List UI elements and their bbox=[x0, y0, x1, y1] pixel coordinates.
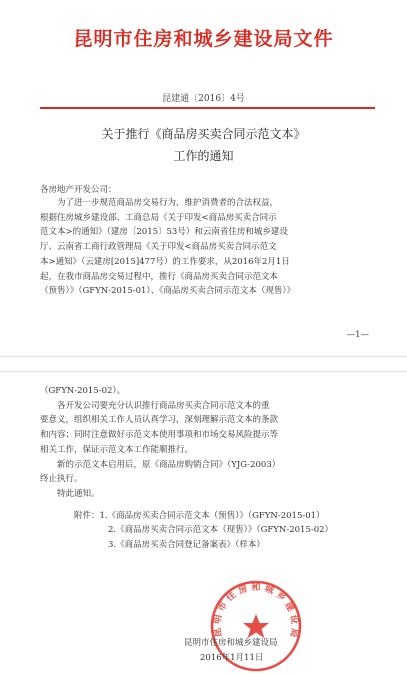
paragraph-line: 厅、云南省工商行政管理局《关于印发<商品房买卖合同示范文 bbox=[40, 242, 277, 253]
paragraph-line: 范文本>的通知》（建房〔2015〕53号）和云南省住房和城乡建设 bbox=[40, 227, 288, 238]
paragraph-1 bbox=[40, 196, 376, 299]
svg-text:明: 明 bbox=[212, 614, 225, 625]
paragraph-line: 和内容；同时注意做好示范文本使用事项和市场交易风险提示等 bbox=[40, 430, 279, 441]
red-divider-line bbox=[40, 107, 375, 109]
paragraph-line: 本>通知》（云建房[2015]477号）的工作要求，从2016年2月1日 bbox=[40, 256, 290, 267]
attachments-block bbox=[40, 509, 376, 524]
paragraph-line: 起，在我市商品房交易过程中，推行《商品房买卖合同示范文本 bbox=[40, 271, 279, 282]
attachment-item: 2.《商品房买卖合同示范文本（现售）》（GFYN-2015-02） bbox=[108, 525, 334, 536]
addressee: 各房地产开发公司： bbox=[40, 185, 117, 195]
paragraph-line: 新的示范文本启用后，原《商品房购销合同》（YJG-2003） bbox=[57, 459, 281, 470]
attachment-item: 1.《商品房买卖合同示范文本（预售）》（GFYN-2015-01） bbox=[99, 510, 325, 521]
svg-text:和: 和 bbox=[251, 583, 261, 593]
paragraph-line: （GFYN-2015-02）。 bbox=[40, 386, 126, 396]
svg-text:房: 房 bbox=[237, 584, 249, 597]
paragraph-line: 根据住房城乡建设部、工商总局《关于印发<商品房买卖合同示 bbox=[40, 212, 277, 223]
svg-text:住: 住 bbox=[224, 590, 239, 604]
document-header-title: 昆明市住房和城乡建设局文件 bbox=[73, 28, 334, 50]
blank-line bbox=[40, 502, 376, 509]
svg-text:昆: 昆 bbox=[212, 627, 225, 638]
attachments-label: 附件： bbox=[74, 510, 100, 521]
page-break bbox=[0, 356, 407, 372]
paragraph-line: 要意义，组织相关工作人员认真学习，深刻理解示范文本的条款 bbox=[40, 415, 279, 426]
svg-text:城: 城 bbox=[263, 584, 275, 597]
document-title-line2: 工作的通知 bbox=[173, 149, 234, 163]
svg-text:乡: 乡 bbox=[273, 590, 288, 604]
paragraph-line: 各开发公司要充分认识推行商品房买卖合同示范文本的重 bbox=[57, 400, 270, 411]
paragraph-line: 特此通知。 bbox=[57, 488, 100, 499]
svg-text:设: 设 bbox=[287, 614, 300, 625]
document-title-line1: 关于推行《商品房买卖合同示范文本》 bbox=[101, 127, 306, 141]
document-number: 昆建通〔2016〕4号 bbox=[162, 94, 245, 104]
signing-organization: 昆明市住房和城乡建设局 bbox=[184, 638, 278, 648]
paragraph-2 bbox=[40, 384, 376, 553]
svg-text:市: 市 bbox=[216, 600, 230, 614]
paragraph-line: （预售）》（GFYN-2015-01）、《商品房买卖合同示范文本（现售）》 bbox=[40, 286, 296, 297]
paragraph-line: 终止执行。 bbox=[40, 474, 83, 485]
paragraph-line: 相关工作，保证示范文本工作能顺推行。 bbox=[40, 444, 194, 455]
svg-text:建: 建 bbox=[282, 600, 296, 614]
svg-text:局: 局 bbox=[287, 627, 300, 638]
signing-date: 2016年1月11日 bbox=[200, 653, 264, 663]
attachment-item: 3.《商品房买卖合同登记备案表》（样本） bbox=[108, 540, 265, 551]
page-number: —1— bbox=[346, 330, 369, 340]
paragraph-line: 为了进一步规范商品房交易行为，维护消费者的合法权益， bbox=[57, 198, 279, 208]
